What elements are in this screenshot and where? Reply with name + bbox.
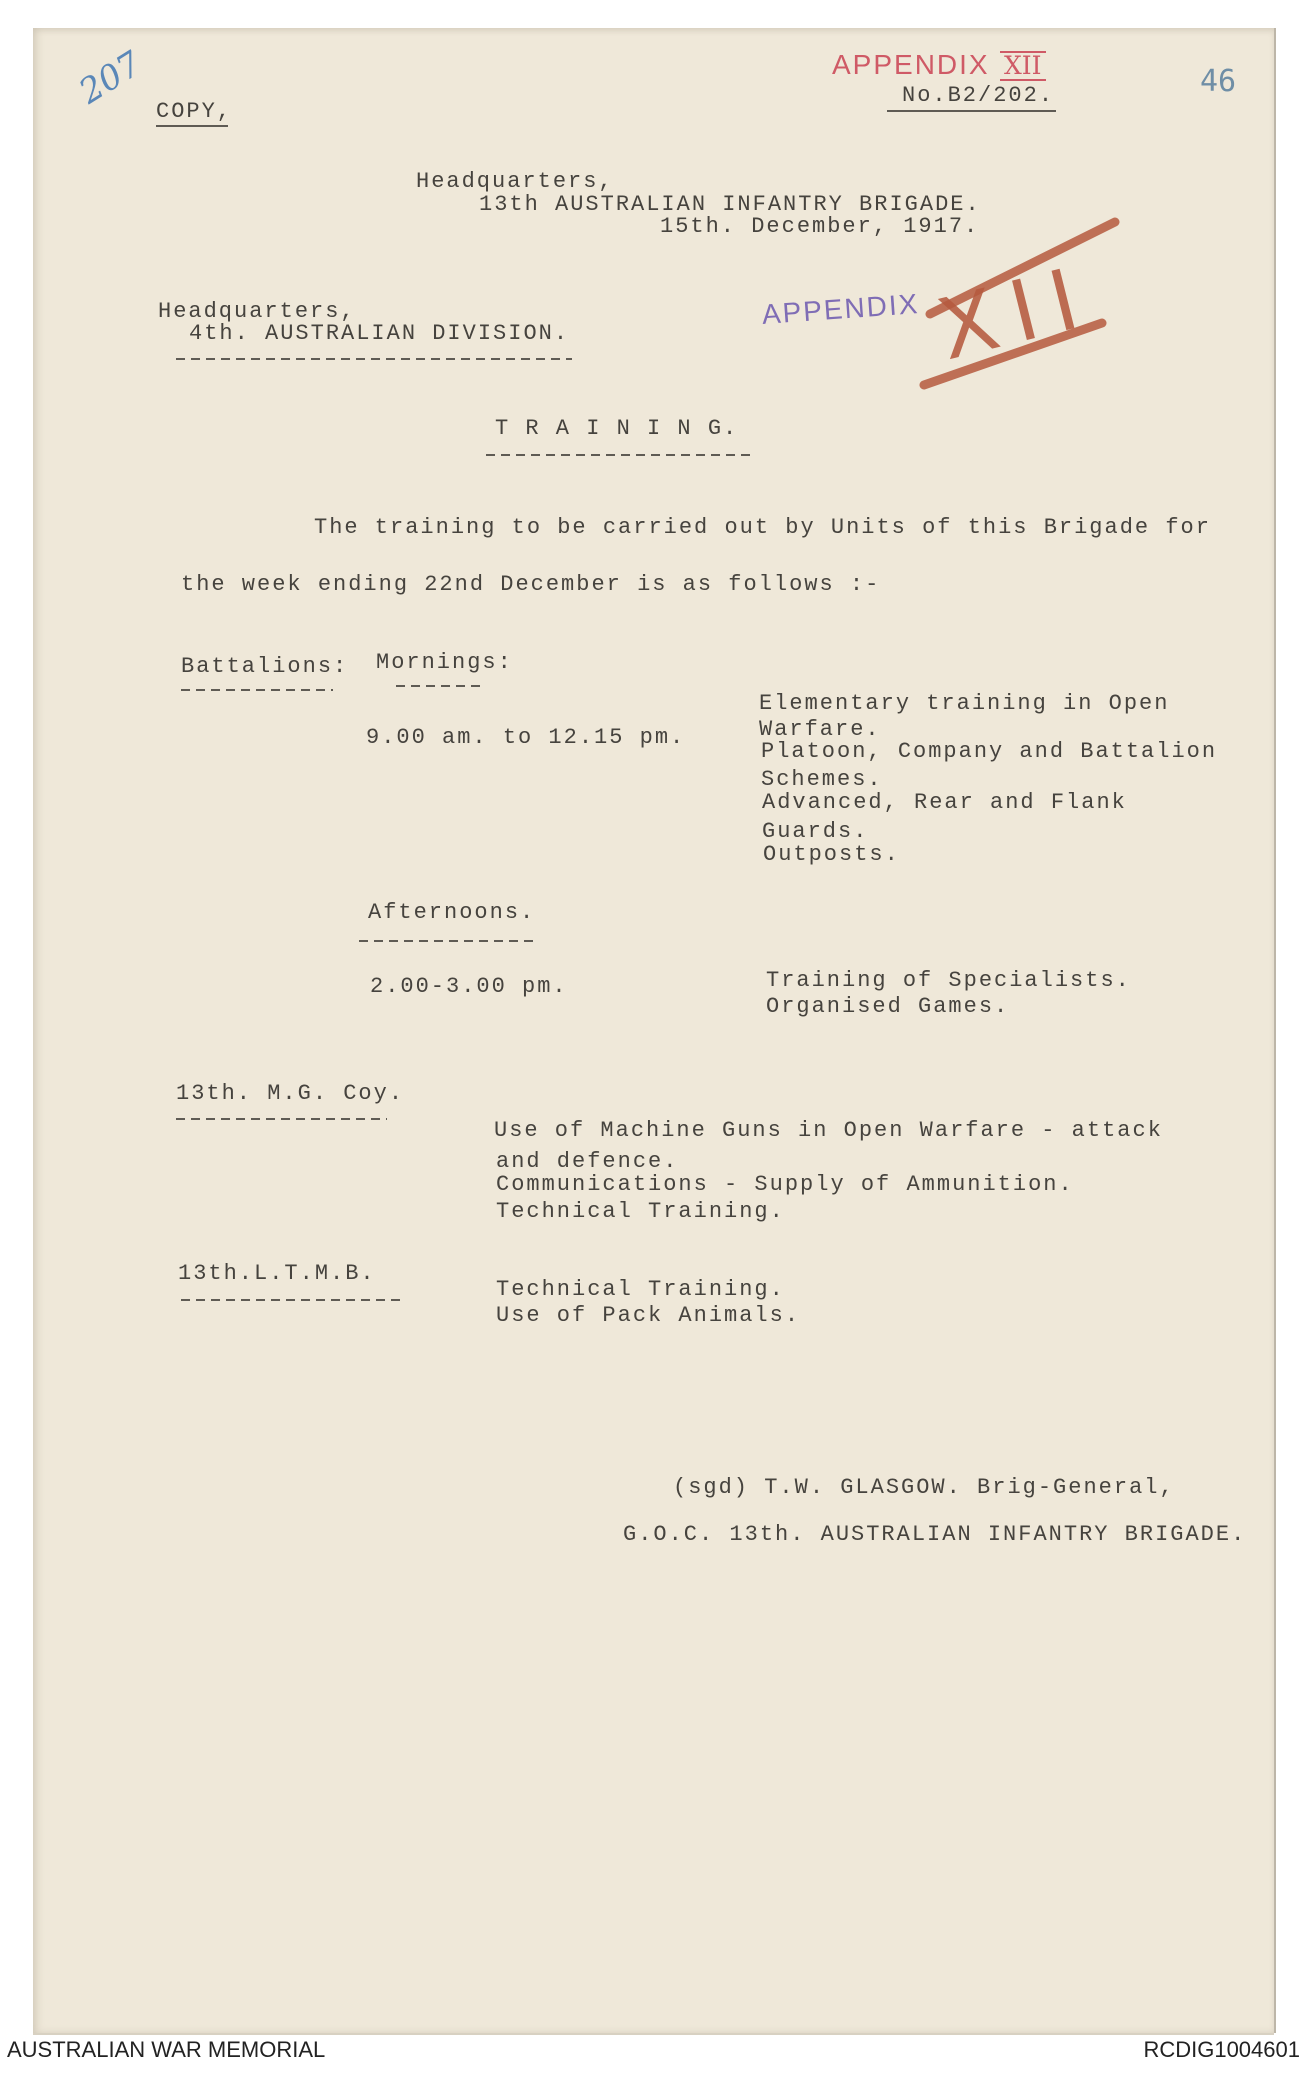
sender-line-2: 13th AUSTRALIAN INFANTRY BRIGADE. (479, 192, 981, 217)
crayon-numeral: XII (928, 246, 1103, 380)
afternoons-underline (359, 940, 535, 942)
subject-underline (486, 454, 756, 456)
reference-number: No.B2/202. (902, 83, 1055, 108)
mornings-activity-line: Advanced, Rear and Flank (762, 790, 1127, 815)
mornings-activity-line: Warfare. (759, 717, 881, 742)
appendix-stamp-purple: APPENDIX (760, 288, 921, 330)
mg-company-activity-line: Communications - Supply of Ammunition. (496, 1172, 1074, 1197)
afternoons-label: Afternoons. (368, 900, 536, 925)
mornings-underline (396, 685, 484, 687)
ltmb-underline (181, 1299, 405, 1301)
appendix-stamp-top: APPENDIX (832, 49, 990, 80)
copy-underline (156, 125, 228, 127)
ltmb-label: 13th.L.T.M.B. (178, 1261, 376, 1286)
afternoons-time: 2.00-3.00 pm. (370, 974, 568, 999)
mg-company-underline (176, 1118, 387, 1120)
folio-number-handwritten: 207 (72, 43, 149, 113)
recipient-line-2: 4th. AUSTRALIAN DIVISION. (189, 321, 570, 346)
appendix-stamp-top-number: XII (1000, 51, 1046, 81)
footer-institution: AUSTRALIAN WAR MEMORIAL (7, 2037, 326, 2062)
mg-company-activity-line: Technical Training. (496, 1199, 785, 1224)
signature-line-2: G.O.C. 13th. AUSTRALIAN INFANTRY BRIGADE. (623, 1522, 1247, 1547)
mornings-activity-line: Platoon, Company and Battalion (761, 739, 1218, 764)
mornings-activity-line: Elementary training in Open (759, 691, 1170, 716)
subject-heading: T R A I N I N G. (495, 416, 739, 441)
footer-record-id: RCDIG1004601 (1143, 2037, 1300, 2062)
recipient-line-1: Headquarters, (158, 299, 356, 324)
mg-company-label: 13th. M.G. Coy. (176, 1081, 405, 1106)
mornings-time: 9.00 am. to 12.15 pm. (366, 725, 686, 750)
ltmb-activity-line: Technical Training. (496, 1277, 785, 1302)
page-number: 46 (1200, 64, 1237, 99)
signature-line-1: (sgd) T.W. GLASGOW. Brig-General, (673, 1475, 1175, 1500)
ltmb-activity-line: Use of Pack Animals. (496, 1303, 801, 1328)
copy-label: COPY, (156, 99, 233, 124)
mornings-activity-line: Schemes. (761, 767, 883, 792)
afternoons-activity-line: Training of Specialists. (766, 968, 1131, 993)
battalions-label: Battalions: (181, 654, 349, 679)
intro-line-1: The training to be carried out by Units of this Brigade for (314, 515, 1211, 540)
mornings-label: Mornings: (376, 650, 513, 675)
reference-underline (887, 110, 1056, 112)
intro-line-2: the week ending 22nd December is as follows :- (181, 572, 881, 597)
recipient-underline (176, 358, 572, 360)
afternoons-activity-line: Organised Games. (766, 994, 1010, 1019)
mornings-activity-line: Guards. (762, 819, 869, 844)
sender-line-1: Headquarters, (416, 169, 614, 194)
document-date: 15th. December, 1917. (660, 214, 980, 239)
mg-company-activity-line: and defence. (496, 1149, 679, 1174)
battalions-underline (181, 689, 333, 691)
mornings-activity-line: Outposts. (763, 842, 900, 867)
mg-company-activity-line: Use of Machine Guns in Open Warfare - attack (494, 1118, 1163, 1143)
crayon-appendix-mark (880, 200, 1140, 400)
